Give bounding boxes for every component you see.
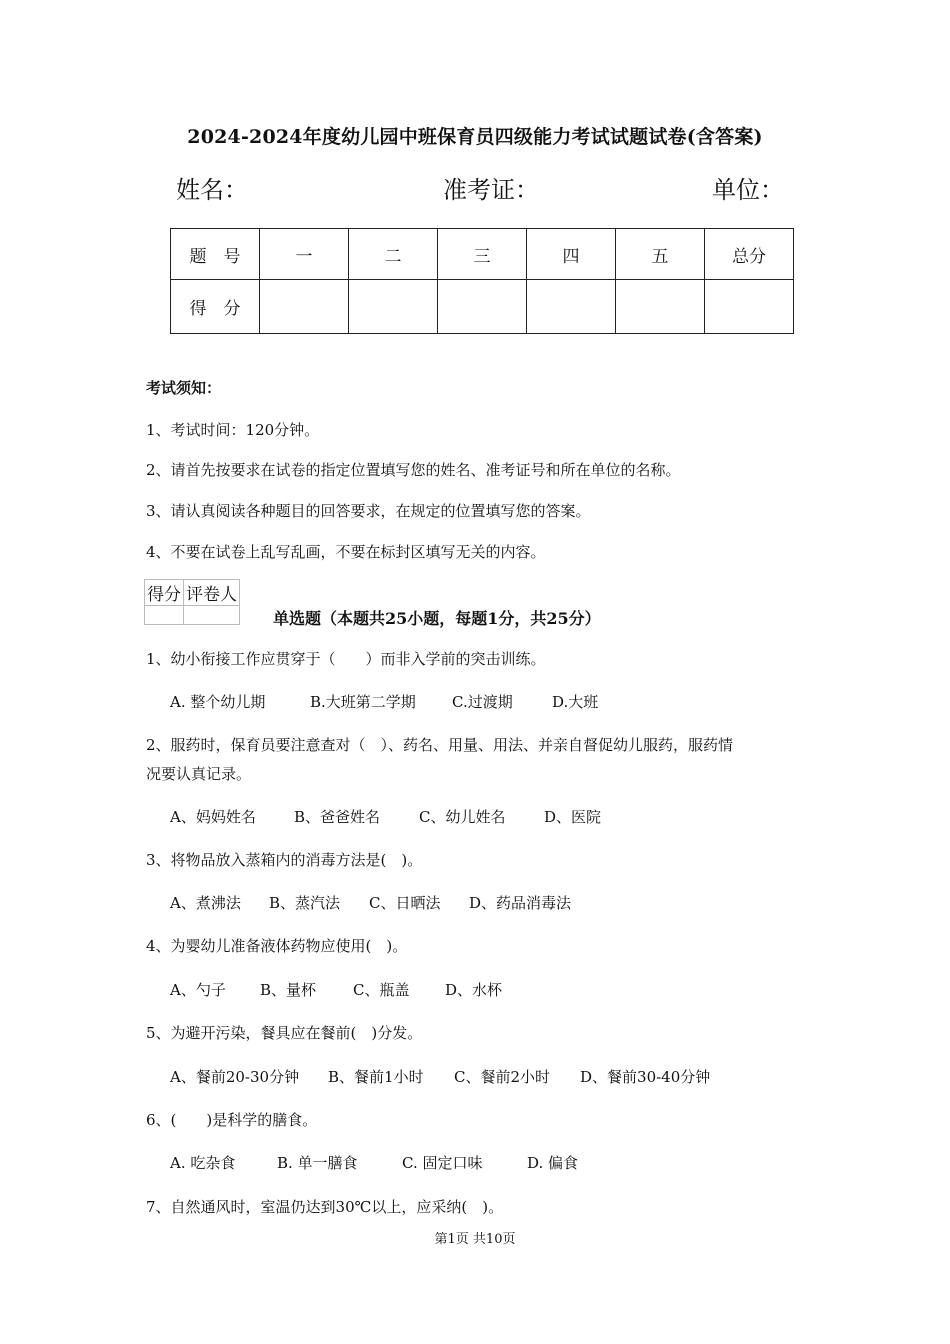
- question-text: 6、( )是科学的膳食。: [146, 1111, 318, 1129]
- question-text: 4、为婴幼儿准备液体药物应使用( )。: [146, 937, 408, 955]
- score-table-header-cell: 五: [616, 229, 705, 280]
- question-options: [170, 892, 571, 913]
- question-options: [170, 691, 598, 712]
- option[interactable]: D、餐前30-40分钟: [580, 1068, 711, 1086]
- score-table-header-row: [171, 229, 794, 280]
- score-cell[interactable]: [349, 280, 438, 334]
- question-text: 1、幼小衔接工作应贯穿于（ ）而非入学前的突击训练。: [146, 650, 546, 668]
- grader-score-cell[interactable]: [145, 606, 184, 625]
- score-cell[interactable]: [705, 280, 794, 334]
- option[interactable]: C. 固定口味: [402, 1154, 483, 1172]
- question-text-continued: 况要认真记录。: [146, 765, 252, 783]
- option[interactable]: D. 偏食: [527, 1154, 579, 1172]
- note-item: 1、考试时间：120分钟。: [146, 421, 320, 439]
- page-title: 2024-2024年度幼儿园中班保育员四级能力考试试题试卷(含答案): [187, 126, 763, 148]
- option[interactable]: C、日晒法: [369, 894, 441, 912]
- option[interactable]: D、水杯: [445, 981, 503, 999]
- option[interactable]: C、餐前2小时: [454, 1068, 551, 1086]
- option[interactable]: A、餐前20-30分钟: [170, 1068, 300, 1086]
- grader-score-label: 得分: [145, 580, 184, 606]
- score-table-header-cell: 总分: [705, 229, 794, 280]
- grader-reviewer-label: 评卷人: [184, 580, 240, 606]
- score-cell[interactable]: [527, 280, 616, 334]
- note-item: 3、请认真阅读各种题目的回答要求，在规定的位置填写您的答案。: [146, 502, 591, 520]
- option[interactable]: A、勺子: [170, 981, 226, 999]
- option[interactable]: B、爸爸姓名: [294, 808, 381, 826]
- exam-id-field-label: 准考证：: [443, 176, 539, 204]
- option[interactable]: B. 单一膳食: [277, 1154, 358, 1172]
- option[interactable]: A、煮沸法: [170, 894, 241, 912]
- option[interactable]: B、蒸汽法: [269, 894, 341, 912]
- score-table: [170, 228, 794, 334]
- note-item: 4、不要在试卷上乱写乱画，不要在标封区填写无关的内容。: [146, 543, 546, 561]
- score-cell[interactable]: [260, 280, 349, 334]
- score-table-header-cell: 四: [527, 229, 616, 280]
- option[interactable]: A. 整个幼儿期: [170, 693, 266, 711]
- note-item: 2、请首先按要求在试卷的指定位置填写您的姓名、准考证号和所在单位的名称。: [146, 461, 681, 479]
- notes-heading: 考试须知：: [146, 379, 222, 397]
- option[interactable]: B、餐前1小时: [328, 1068, 424, 1086]
- score-cell[interactable]: [438, 280, 527, 334]
- score-row-label: 得 分: [171, 280, 260, 334]
- question-options: [170, 806, 601, 827]
- score-table-score-row: [171, 280, 794, 334]
- grader-reviewer-cell[interactable]: [184, 606, 240, 625]
- question-options: [170, 1152, 578, 1173]
- score-cell[interactable]: [616, 280, 705, 334]
- question-text: 3、将物品放入蒸箱内的消毒方法是( )。: [146, 851, 423, 869]
- question-text: 7、自然通风时，室温仍达到30℃以上，应采纳( )。: [146, 1198, 504, 1216]
- option[interactable]: A. 吃杂食: [170, 1154, 236, 1172]
- score-table-header-cell: 题 号: [171, 229, 260, 280]
- question-options: [170, 979, 502, 1000]
- question-text: 2、服药时，保育员要注意查对（ ）、药名、用量、用法、并亲自督促幼儿服药，服药情: [146, 736, 734, 754]
- section-heading: 单选题（本题共25小题，每题1分，共25分）: [273, 609, 601, 628]
- option[interactable]: D、药品消毒法: [469, 894, 572, 912]
- option[interactable]: A、妈妈姓名: [170, 808, 256, 826]
- option[interactable]: D.大班: [552, 693, 599, 711]
- question-options: [170, 1066, 710, 1087]
- score-table-header-cell: 一: [260, 229, 349, 280]
- option[interactable]: B.大班第二学期: [310, 693, 416, 711]
- grader-box: [144, 579, 240, 625]
- page-footer: 第1页 共10页: [434, 1232, 516, 1247]
- option[interactable]: B、量杯: [260, 981, 317, 999]
- unit-field-label: 单位：: [712, 176, 784, 204]
- option[interactable]: C、幼儿姓名: [419, 808, 506, 826]
- question-text: 5、为避开污染，餐具应在餐前( )分发。: [146, 1024, 423, 1042]
- option[interactable]: C、瓶盖: [353, 981, 410, 999]
- option[interactable]: D、医院: [544, 808, 602, 826]
- score-table-header-cell: 三: [438, 229, 527, 280]
- score-table-header-cell: 二: [349, 229, 438, 280]
- option[interactable]: C.过渡期: [452, 693, 513, 711]
- name-field-label: 姓名：: [176, 176, 248, 204]
